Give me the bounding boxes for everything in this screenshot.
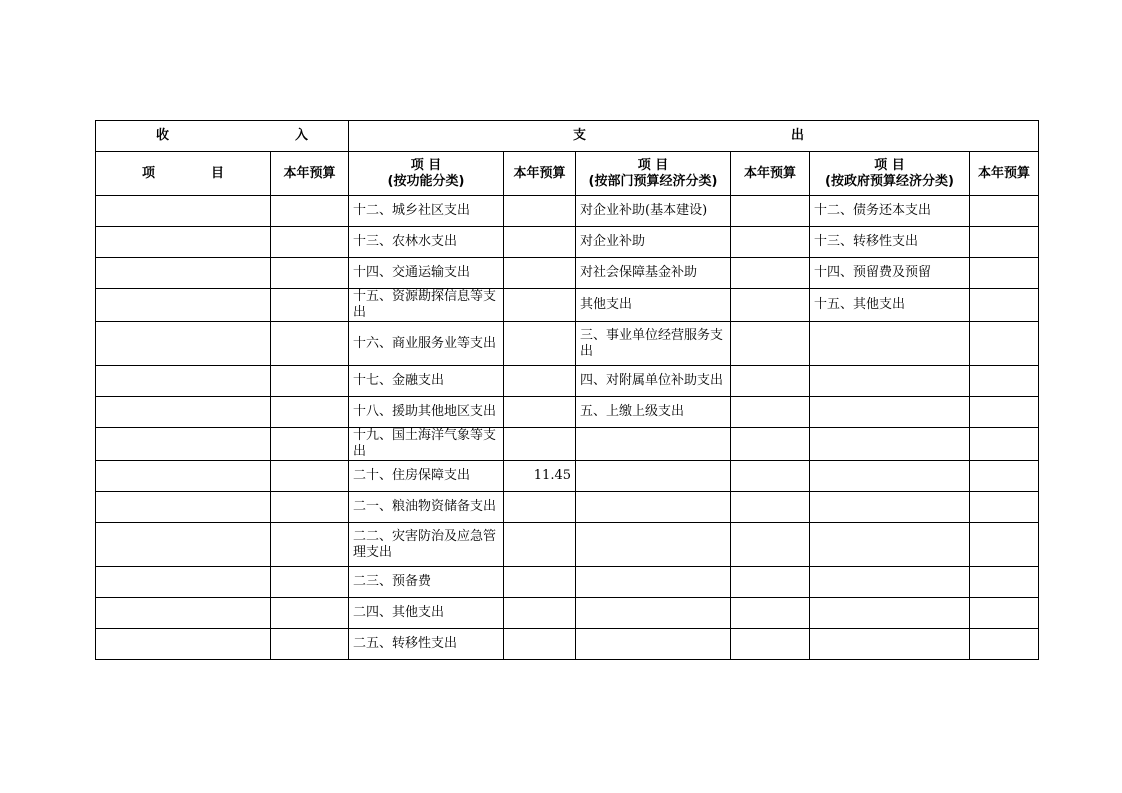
gov-budget-cell [970,397,1039,428]
dept-budget-cell [731,258,810,289]
func-budget-cell [504,598,576,629]
income-item-cell [96,428,271,461]
income-budget-cell [271,196,349,227]
table-row [96,428,1039,461]
func-budget-header: 本年预算 [504,152,576,196]
gov-item-cell [810,322,970,366]
income-item-cell [96,598,271,629]
table-row [96,461,1039,492]
income-budget-cell [271,428,349,461]
dept-item-cell: 对社会保障基金补助 [576,258,731,289]
dept-budget-cell [731,567,810,598]
income-budget-cell [271,289,349,322]
func-item-cell: 二四、其他支出 [349,598,504,629]
gov-budget-cell [970,629,1039,660]
table-row [96,523,1039,567]
income-budget-cell [271,227,349,258]
table-row [96,322,1039,366]
gov-budget-cell [970,461,1039,492]
func-budget-cell [504,366,576,397]
dept-budget-cell [731,428,810,461]
gov-budget-cell [970,366,1039,397]
func-budget-cell [504,397,576,428]
table-row [96,397,1039,428]
func-item-cell: 十八、援助其他地区支出 [349,397,504,428]
dept-budget-header: 本年预算 [731,152,810,196]
header-row [96,121,1039,152]
dept-budget-cell [731,598,810,629]
income-item-cell [96,397,271,428]
income-budget-header: 本年预算 [271,152,349,196]
income-item-cell [96,196,271,227]
income-item-cell [96,289,271,322]
gov-budget-cell [970,227,1039,258]
func-budget-cell [504,227,576,258]
gov-item-cell [810,598,970,629]
func-item-cell: 十七、金融支出 [349,366,504,397]
gov-item-cell [810,366,970,397]
gov-item-header: 项 目 (按政府预算经济分类) [810,152,970,196]
dept-budget-cell [731,322,810,366]
dept-item-header: 项 目 (按部门预算经济分类) [576,152,731,196]
income-budget-cell [271,629,349,660]
dept-item-cell [576,428,731,461]
table-row [96,227,1039,258]
table-row [96,289,1039,322]
func-item-cell: 二五、转移性支出 [349,629,504,660]
dept-budget-cell [731,397,810,428]
func-budget-cell [504,492,576,523]
income-item-cell [96,322,271,366]
gov-item-cell [810,397,970,428]
func-budget-cell [504,629,576,660]
dept-budget-cell [731,196,810,227]
func-item-cell: 二二、灾害防治及应急管理支出 [349,523,504,567]
income-budget-cell [271,598,349,629]
dept-budget-cell [731,461,810,492]
income-budget-cell [271,461,349,492]
dept-item-cell: 三、事业单位经营服务支出 [576,322,731,366]
income-budget-cell [271,523,349,567]
income-item-cell [96,567,271,598]
gov-item-cell: 十三、转移性支出 [810,227,970,258]
income-item-cell [96,629,271,660]
income-budget-cell [271,492,349,523]
func-item-cell: 二一、粮油物资储备支出 [349,492,504,523]
income-item-cell [96,366,271,397]
table-row [96,196,1039,227]
func-item-cell: 十二、城乡社区支出 [349,196,504,227]
table-row [96,629,1039,660]
income-budget-cell [271,322,349,366]
gov-item-cell [810,567,970,598]
dept-budget-cell [731,289,810,322]
budget-table [95,120,1039,660]
gov-budget-cell [970,492,1039,523]
func-item-cell: 二十、住房保障支出 [349,461,504,492]
func-item-cell: 十五、资源勘探信息等支出 [349,289,504,322]
gov-item-cell [810,461,970,492]
table-row [96,567,1039,598]
subheader-row [96,152,1039,196]
income-budget-cell [271,397,349,428]
gov-budget-cell [970,598,1039,629]
table-row [96,366,1039,397]
dept-item-cell: 对企业补助 [576,227,731,258]
dept-item-cell: 四、对附属单位补助支出 [576,366,731,397]
func-item-cell: 十三、农林水支出 [349,227,504,258]
func-item-header: 项 目 (按功能分类) [349,152,504,196]
func-budget-cell [504,258,576,289]
income-header: 收 入 [96,121,349,152]
income-budget-cell [271,258,349,289]
dept-item-cell [576,461,731,492]
func-budget-cell [504,523,576,567]
table-row [96,492,1039,523]
dept-item-cell [576,567,731,598]
func-budget-cell [504,322,576,366]
income-item-cell [96,227,271,258]
gov-item-cell: 十五、其他支出 [810,289,970,322]
dept-budget-cell [731,366,810,397]
dept-item-cell [576,523,731,567]
gov-budget-cell [970,258,1039,289]
income-budget-cell [271,567,349,598]
dept-item-cell: 其他支出 [576,289,731,322]
expense-header: 支 出 [349,121,1039,152]
table-row [96,598,1039,629]
dept-item-cell [576,629,731,660]
gov-item-cell: 十四、预留费及预留 [810,258,970,289]
func-item-cell: 十六、商业服务业等支出 [349,322,504,366]
gov-item-cell [810,629,970,660]
income-item-cell [96,523,271,567]
dept-budget-cell [731,492,810,523]
func-budget-cell [504,567,576,598]
func-item-cell: 二三、预备费 [349,567,504,598]
dept-item-cell: 对企业补助(基本建设) [576,196,731,227]
gov-item-cell [810,492,970,523]
income-item-header: 项 目 [96,152,271,196]
income-item-cell [96,461,271,492]
table-row [96,258,1039,289]
func-item-cell: 十九、国土海洋气象等支出 [349,428,504,461]
gov-budget-cell [970,523,1039,567]
gov-budget-cell [970,196,1039,227]
income-item-cell [96,258,271,289]
income-budget-cell [271,366,349,397]
func-budget-cell [504,428,576,461]
dept-budget-cell [731,227,810,258]
dept-item-cell: 五、上缴上级支出 [576,397,731,428]
func-budget-cell [504,289,576,322]
gov-budget-cell [970,289,1039,322]
gov-item-cell [810,428,970,461]
gov-budget-cell [970,428,1039,461]
gov-budget-cell [970,322,1039,366]
gov-item-cell [810,523,970,567]
dept-item-cell [576,492,731,523]
dept-item-cell [576,598,731,629]
gov-item-cell: 十二、债务还本支出 [810,196,970,227]
func-item-cell: 十四、交通运输支出 [349,258,504,289]
dept-budget-cell [731,523,810,567]
func-budget-cell: 11.45 [504,461,576,492]
func-budget-cell [504,196,576,227]
dept-budget-cell [731,629,810,660]
gov-budget-cell [970,567,1039,598]
income-item-cell [96,492,271,523]
gov-budget-header: 本年预算 [970,152,1039,196]
